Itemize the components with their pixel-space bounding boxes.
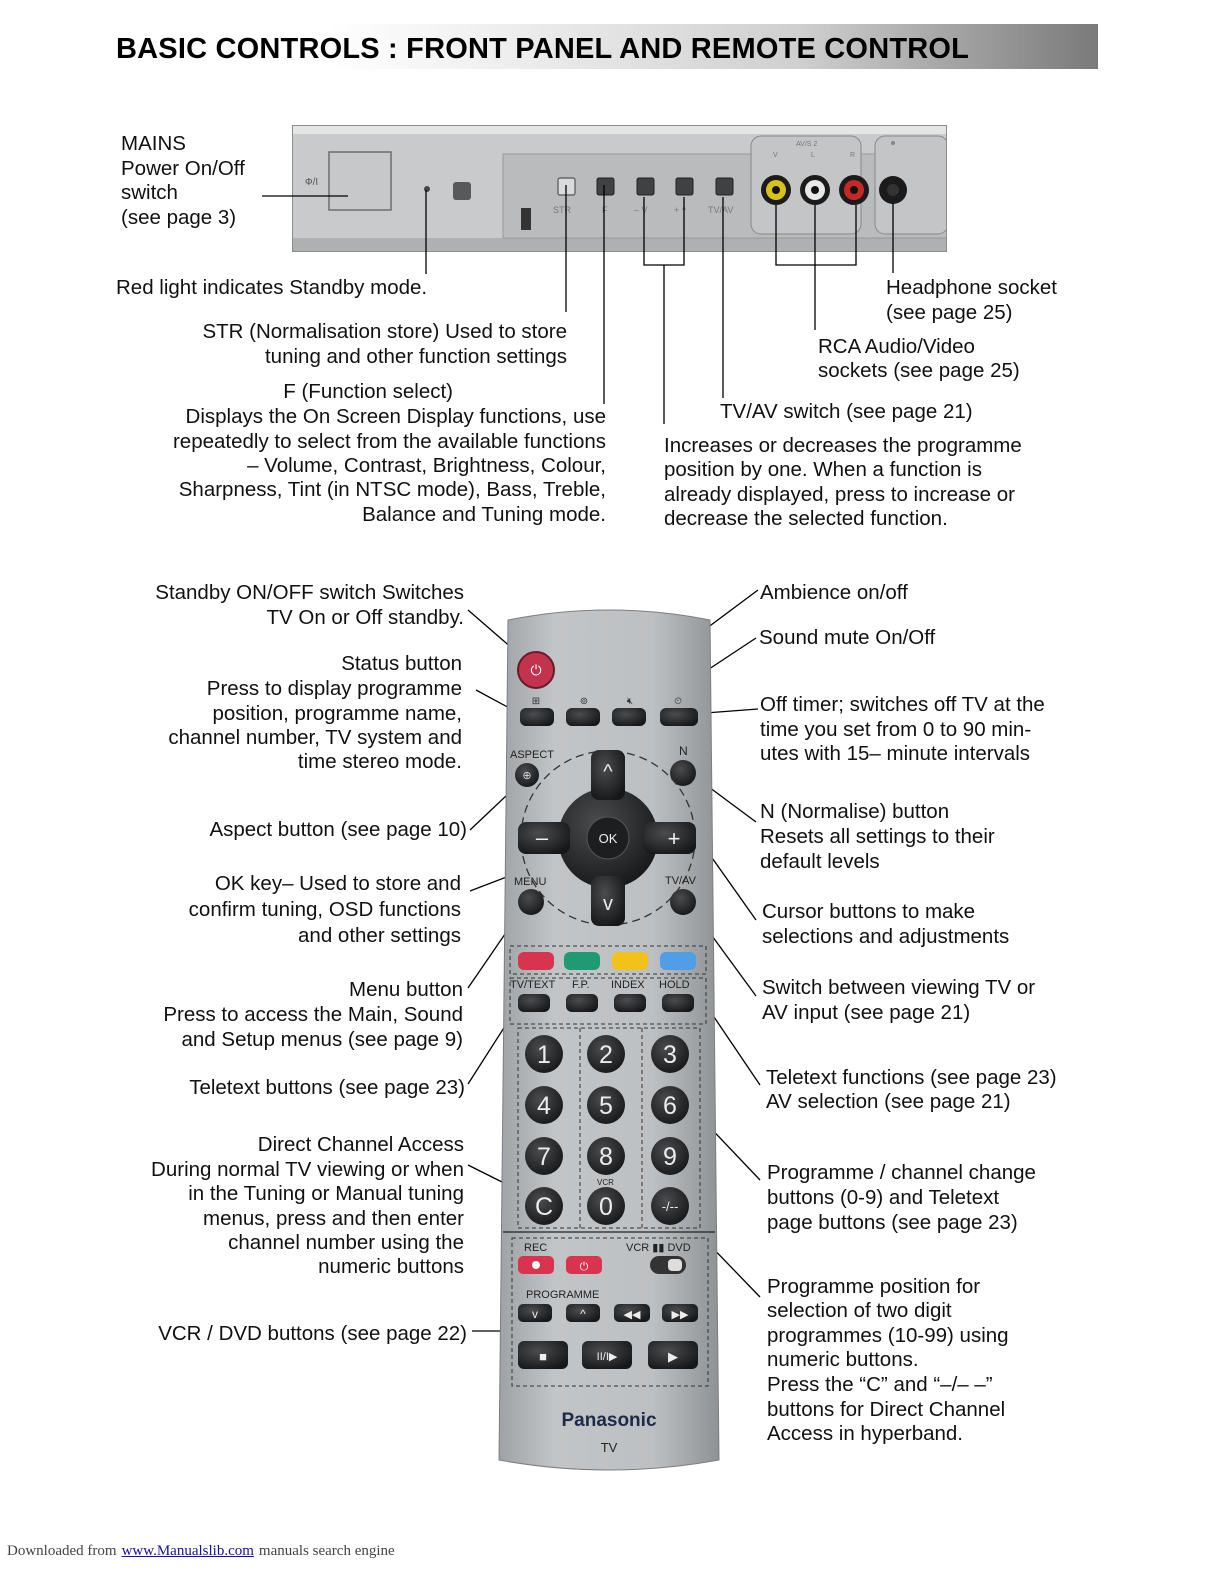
two-digit-label: Access in hyperband.: [767, 1422, 964, 1445]
digit-c: C: [534, 1193, 554, 1221]
tt-label-hold: HOLD: [659, 979, 690, 991]
programme-printed-label: PROGRAMME: [526, 1289, 600, 1301]
vcr-dvd-buttons-label: VCR / DVD buttons (see page 22): [158, 1322, 467, 1345]
function-select-label: Sharpness, Tint (in NTSC mode), Bass, Treble,: [178, 478, 606, 501]
tt-label-index: INDEX: [611, 979, 645, 991]
svg-text:^: ^: [603, 761, 613, 783]
svg-text:▶▶: ▶▶: [671, 1309, 689, 1321]
standby-switch-label: Standby ON/OFF switch Switches: [155, 581, 464, 604]
teletext-functions-label: Teletext functions (see page 23): [766, 1066, 1057, 1089]
ok-key-label: OK key– Used to store and: [214, 872, 461, 895]
two-digit-label: Programme position for: [767, 1275, 981, 1298]
two-digit-label: programmes (10-99) using: [767, 1324, 1009, 1347]
aspect-printed-label: ASPECT: [510, 749, 555, 761]
normalise-label: Resets all settings to their: [760, 825, 995, 848]
plus-printed-label: + ^: [674, 205, 686, 215]
ok-printed-label: OK: [598, 831, 618, 846]
rca-label: RCA Audio/Video: [818, 335, 975, 358]
brand-logo: Panasonic: [561, 1410, 657, 1431]
digit-2: 2: [599, 1041, 613, 1069]
direct-channel-label: channel number using the: [228, 1231, 464, 1254]
digit-5: 5: [599, 1092, 613, 1120]
direct-channel-label: in the Tuning or Manual tuning: [188, 1182, 464, 1205]
menu-button-label: Press to access the Main, Sound: [163, 1003, 463, 1026]
direct-channel-label: numeric buttons: [318, 1255, 464, 1278]
remote-control-image: [498, 600, 720, 1480]
function-select-label: repeatedly to select from the available functions: [172, 430, 606, 453]
r-printed-label: R: [850, 152, 856, 159]
svg-text:⊕: ⊕: [522, 770, 532, 782]
f-printed-label: F: [602, 205, 608, 215]
status-button-label: Status button: [341, 652, 462, 675]
menu-button-label: and Setup menus (see page 9): [181, 1028, 463, 1051]
two-digit-label: numeric buttons.: [767, 1348, 919, 1371]
ok-key-label: confirm tuning, OSD functions: [188, 898, 461, 921]
off-timer-label: time you set from 0 to 90 min-: [760, 718, 1032, 741]
standby-switch-label: TV On or Off standby.: [266, 606, 464, 629]
svg-text:■: ■: [539, 1349, 547, 1364]
tt-label-tvtext: TV/TEXT: [510, 979, 556, 991]
status-button-label: position, programme name,: [212, 702, 462, 725]
direct-channel-label: menus, press and then enter: [203, 1207, 464, 1230]
footer: [7, 1543, 400, 1560]
programme-change-label: Programme / channel change: [767, 1161, 1036, 1184]
programme-updown-label: already displayed, press to increase or: [664, 483, 1015, 506]
socket-group-printed-label: AV/S 2: [796, 141, 818, 148]
tvav-switch-label: TV/AV switch (see page 21): [720, 400, 973, 423]
normalise-label: default levels: [760, 850, 880, 873]
headphone-label: (see page 25): [886, 301, 1013, 324]
footer-prefix: Downloaded from: [7, 1543, 117, 1559]
status-button-label: Press to display programme: [206, 677, 462, 700]
function-select-label: Displays the On Screen Display functions, use: [185, 405, 606, 428]
footer-suffix: manuals search engine: [258, 1543, 395, 1559]
teletext-functions-label: AV selection (see page 21): [766, 1090, 1011, 1113]
normalise-label: N (Normalise) button: [760, 800, 950, 823]
digit-8: 8: [599, 1143, 613, 1171]
programme-updown-label: position by one. When a function is: [664, 458, 982, 481]
title-bar: [112, 24, 1098, 69]
direct-channel-label: Direct Channel Access: [257, 1133, 464, 1156]
svg-text:v: v: [532, 1307, 538, 1321]
cursor-buttons-label: selections and adjustments: [762, 925, 1010, 948]
svg-text:–: –: [535, 825, 549, 850]
mute-label: Sound mute On/Off: [759, 626, 936, 649]
two-digit-label: selection of two digit: [767, 1299, 952, 1322]
digit-3: 3: [663, 1041, 677, 1069]
tvav-input-label: Switch between viewing TV or: [762, 976, 1036, 999]
function-select-label: F (Function select): [283, 380, 453, 403]
svg-text:v: v: [603, 893, 613, 915]
svg-text:II/I▶: II/I▶: [596, 1351, 618, 1363]
digit-6: 6: [663, 1092, 677, 1120]
remote-control-drawing: [498, 600, 720, 1480]
mains-label: MAINS: [121, 132, 186, 155]
svg-text:⊞: ⊞: [531, 696, 541, 707]
mains-label: Power On/Off: [121, 157, 245, 180]
n-printed-label: N: [679, 744, 688, 758]
headphone-label: Headphone socket: [886, 276, 1057, 299]
function-select-label: – Volume, Contrast, Brightness, Colour,: [247, 454, 606, 477]
mains-label: (see page 3): [121, 206, 237, 229]
front-panel-image: [292, 125, 947, 252]
menu-printed-label: MENU: [514, 876, 547, 888]
off-timer-label: utes with 15– minute intervals: [760, 742, 1031, 765]
cursor-buttons-label: Cursor buttons to make: [762, 900, 976, 923]
svg-text:🔇︎: 🔇︎: [626, 696, 634, 707]
ok-key-label: and other settings: [298, 924, 461, 947]
function-select-label: Balance and Tuning mode.: [362, 503, 606, 526]
model-label: TV: [600, 1440, 618, 1455]
svg-text:⏲: ⏲: [674, 696, 682, 707]
digit-9: 9: [663, 1143, 677, 1171]
aspect-button-label: Aspect button (see page 10): [209, 818, 467, 841]
str-label: tuning and other function settings: [264, 345, 567, 368]
vcr-dvd-printed-label: VCR ▮▮ DVD: [626, 1242, 691, 1254]
status-button-label: channel number, TV system and: [168, 726, 462, 749]
rca-label: sockets (see page 25): [818, 359, 1020, 382]
two-digit-label: buttons for Direct Channel: [767, 1398, 1006, 1421]
front-panel-drawing: [293, 126, 947, 252]
digit-1: 1: [537, 1041, 551, 1069]
programme-change-label: page buttons (see page 23): [767, 1211, 1018, 1234]
programme-change-label: buttons (0-9) and Teletext: [767, 1186, 1000, 1209]
svg-text:^: ^: [580, 1307, 586, 1321]
digit-7: 7: [537, 1143, 551, 1171]
str-printed-label: STR: [553, 205, 571, 215]
str-label: STR (Normalisation store) Used to store: [202, 320, 567, 343]
l-printed-label: L: [811, 152, 815, 159]
svg-text:⏻: ⏻: [530, 662, 542, 678]
digit-0: 0: [599, 1193, 613, 1221]
tvav-remote-printed-label: TV/AV: [665, 875, 696, 887]
svg-text:▶: ▶: [668, 1349, 678, 1364]
programme-updown-label: decrease the selected function.: [664, 507, 948, 530]
direct-channel-label: During normal TV viewing or when: [151, 1158, 464, 1181]
minus-printed-label: – V: [634, 205, 648, 215]
tvav-printed-label: TV/AV: [708, 205, 734, 215]
svg-text:⊚: ⊚: [579, 696, 589, 707]
v-printed-label: V: [773, 152, 778, 159]
menu-button-label: Menu button: [349, 978, 463, 1001]
teletext-buttons-label: Teletext buttons (see page 23): [189, 1076, 465, 1099]
digit-4: 4: [537, 1092, 551, 1120]
off-timer-label: Off timer; switches off TV at the: [760, 693, 1045, 716]
tvav-input-label: AV input (see page 21): [762, 1001, 971, 1024]
svg-text:⏻: ⏻: [579, 1261, 589, 1273]
svg-text:◀◀: ◀◀: [623, 1309, 641, 1321]
programme-updown-label: Increases or decreases the programme: [664, 434, 1022, 457]
standby-light-label: Red light indicates Standby mode.: [116, 276, 428, 299]
svg-text:+: +: [667, 826, 681, 851]
mains-label: switch: [121, 181, 178, 204]
status-button-label: time stereo mode.: [297, 750, 462, 773]
tt-label-fp: F.P.: [572, 979, 590, 991]
vcr-small-printed-label: VCR: [597, 1178, 614, 1187]
digit-dash: -/--: [661, 1199, 679, 1214]
page-title: BASIC CONTROLS : FRONT PANEL AND REMOTE CONTROL: [116, 33, 970, 65]
power-printed-label: Ф/I: [305, 177, 319, 188]
two-digit-label: Press the “C” and “–/– –”: [767, 1373, 993, 1396]
ambience-label: Ambience on/off: [760, 581, 908, 604]
rec-printed-label: REC: [524, 1242, 548, 1254]
footer-link[interactable]: www.Manualslib.com: [121, 1543, 254, 1559]
